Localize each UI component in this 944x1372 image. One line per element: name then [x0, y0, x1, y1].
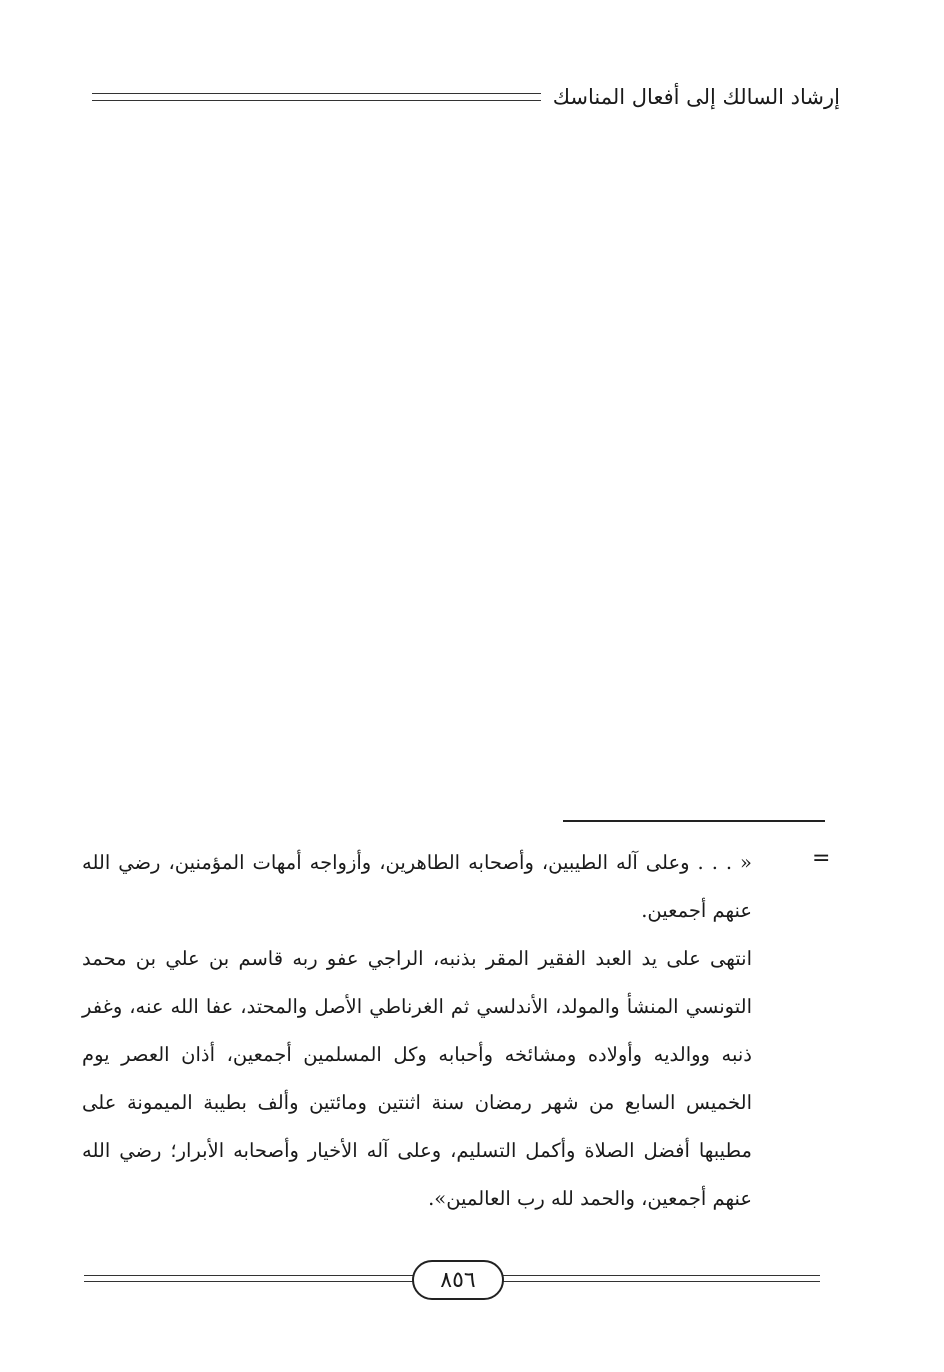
header-title: إرشاد السالك إلى أفعال المناسك	[552, 85, 840, 109]
footer-rule-left	[84, 1275, 414, 1282]
footnote-paragraph: انتهى على يد العبد الفقير المقر بذنبه، الراجي عفو ربه قاسم بن علي بن محمد التونسي المنشأ والمولد، الأندلسي ثم الغرناطي الأصل والمحتد، عفا الله عنه، وغفر ذنبه ووالديه وأولاده ومشائخه وأحبابه وكل المسلمين أجمعين، أذان العصر يوم الخميس السابع من شهر رمضان سنة اثنتين ومائتين وألف بطيبة الميمونة على مطيبها أفضل الصلاة وأكمل التسليم، وعلى آله الأخيار وأصحابه الأبرار؛ رضي الله عنهم أجمعين، والحمد لله رب العالمين».	[82, 947, 752, 1210]
footnote-text	[82, 839, 752, 1223]
footer-rule-right	[502, 1275, 820, 1282]
page-number: ٨٥٦	[412, 1260, 504, 1300]
page-footer	[84, 1258, 820, 1302]
running-header	[92, 82, 840, 112]
footnote-paragraph: « . . . وعلى آله الطيبين، وأصحابه الطاهرين، وأزواجه أمهات المؤمنين، رضي الله عنهم أجمعين.	[82, 851, 752, 922]
footnote-separator	[563, 820, 825, 822]
footnote-continuation-marker: =	[812, 846, 831, 871]
header-double-rule	[92, 93, 541, 101]
